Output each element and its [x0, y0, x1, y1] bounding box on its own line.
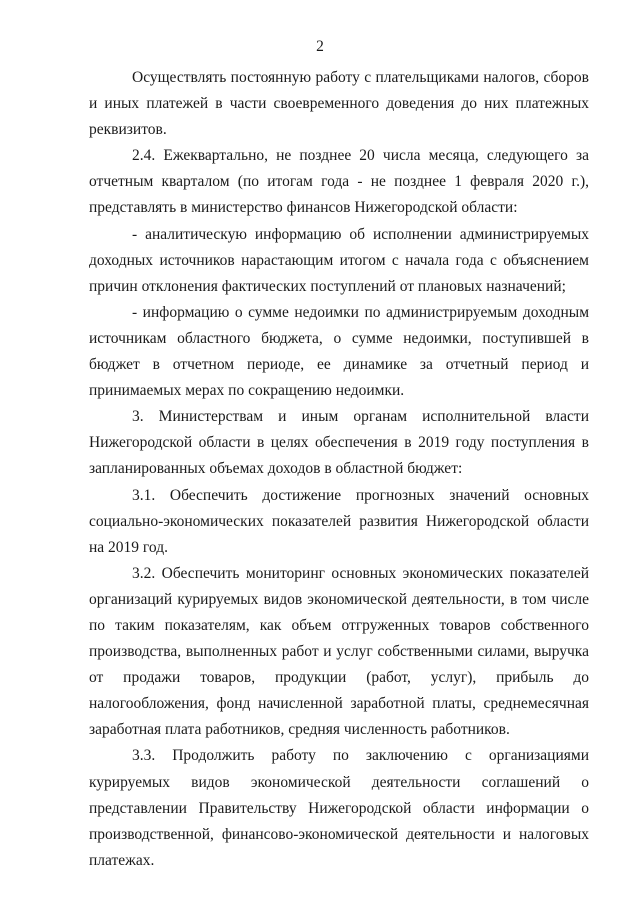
paragraph: 3.1. Обеспечить достижение прогнозных значений основных социально-экономических показателей развития Нижегородской области на 2019 год. — [89, 486, 589, 556]
paragraph: 3. Министерствам и иным органам исполнительной власти Нижегородской области в целях обеспечения в 2019 году поступления в запланированных объемах доходов в областной бюджет: — [89, 408, 589, 478]
paragraph: Осуществлять постоянную работу с плательщиками налогов, сборов и иных платежей в части своевременного доведения до них платежных реквизитов. — [89, 69, 589, 139]
paragraph: 2.4. Ежеквартально, не позднее 20 числа месяца, следующего за отчетным кварталом (по итогам года - не позднее 1 февраля 2020 г.), представлять в министерство финансов Нижегородской области: — [89, 147, 589, 217]
paragraph: 3.3. Продолжить работу по заключению с организациями курируемых видов экономической деятельности соглашений о представлении Правительству Нижегородской области информации о производственной, финансово-экономической деятельности и налоговых платежах. — [89, 747, 589, 869]
paragraph: - аналитическую информацию об исполнении администрируемых доходных источников нарастающим итогом с начала года с объяснением причин отклонения фактических поступлений от плановых назначений; — [89, 225, 589, 295]
document-body — [89, 65, 589, 874]
paragraph: - информацию о сумме недоимки по администрируемым доходным источникам областного бюджета, о сумме недоимки, поступившей в бюджет в отчетном периоде, ее динамике за отчетный период и принимаемых мерах по сокращению недоимки. — [89, 303, 589, 400]
page-number: 2 — [316, 38, 324, 55]
paragraph: 3.2. Обеспечить мониторинг основных экономических показателей организаций курируемых видов экономической деятельности, в том числе по таким показателям, как объем отгруженных товаров собственного производства, выполненных работ и услуг собственными силами, выручка от продажи товаров, продукции (работ, услуг), прибыль до налогообложения, фонд начисленной заработной платы, среднемесячная заработная плата работников, средняя численность работников. — [89, 564, 589, 739]
